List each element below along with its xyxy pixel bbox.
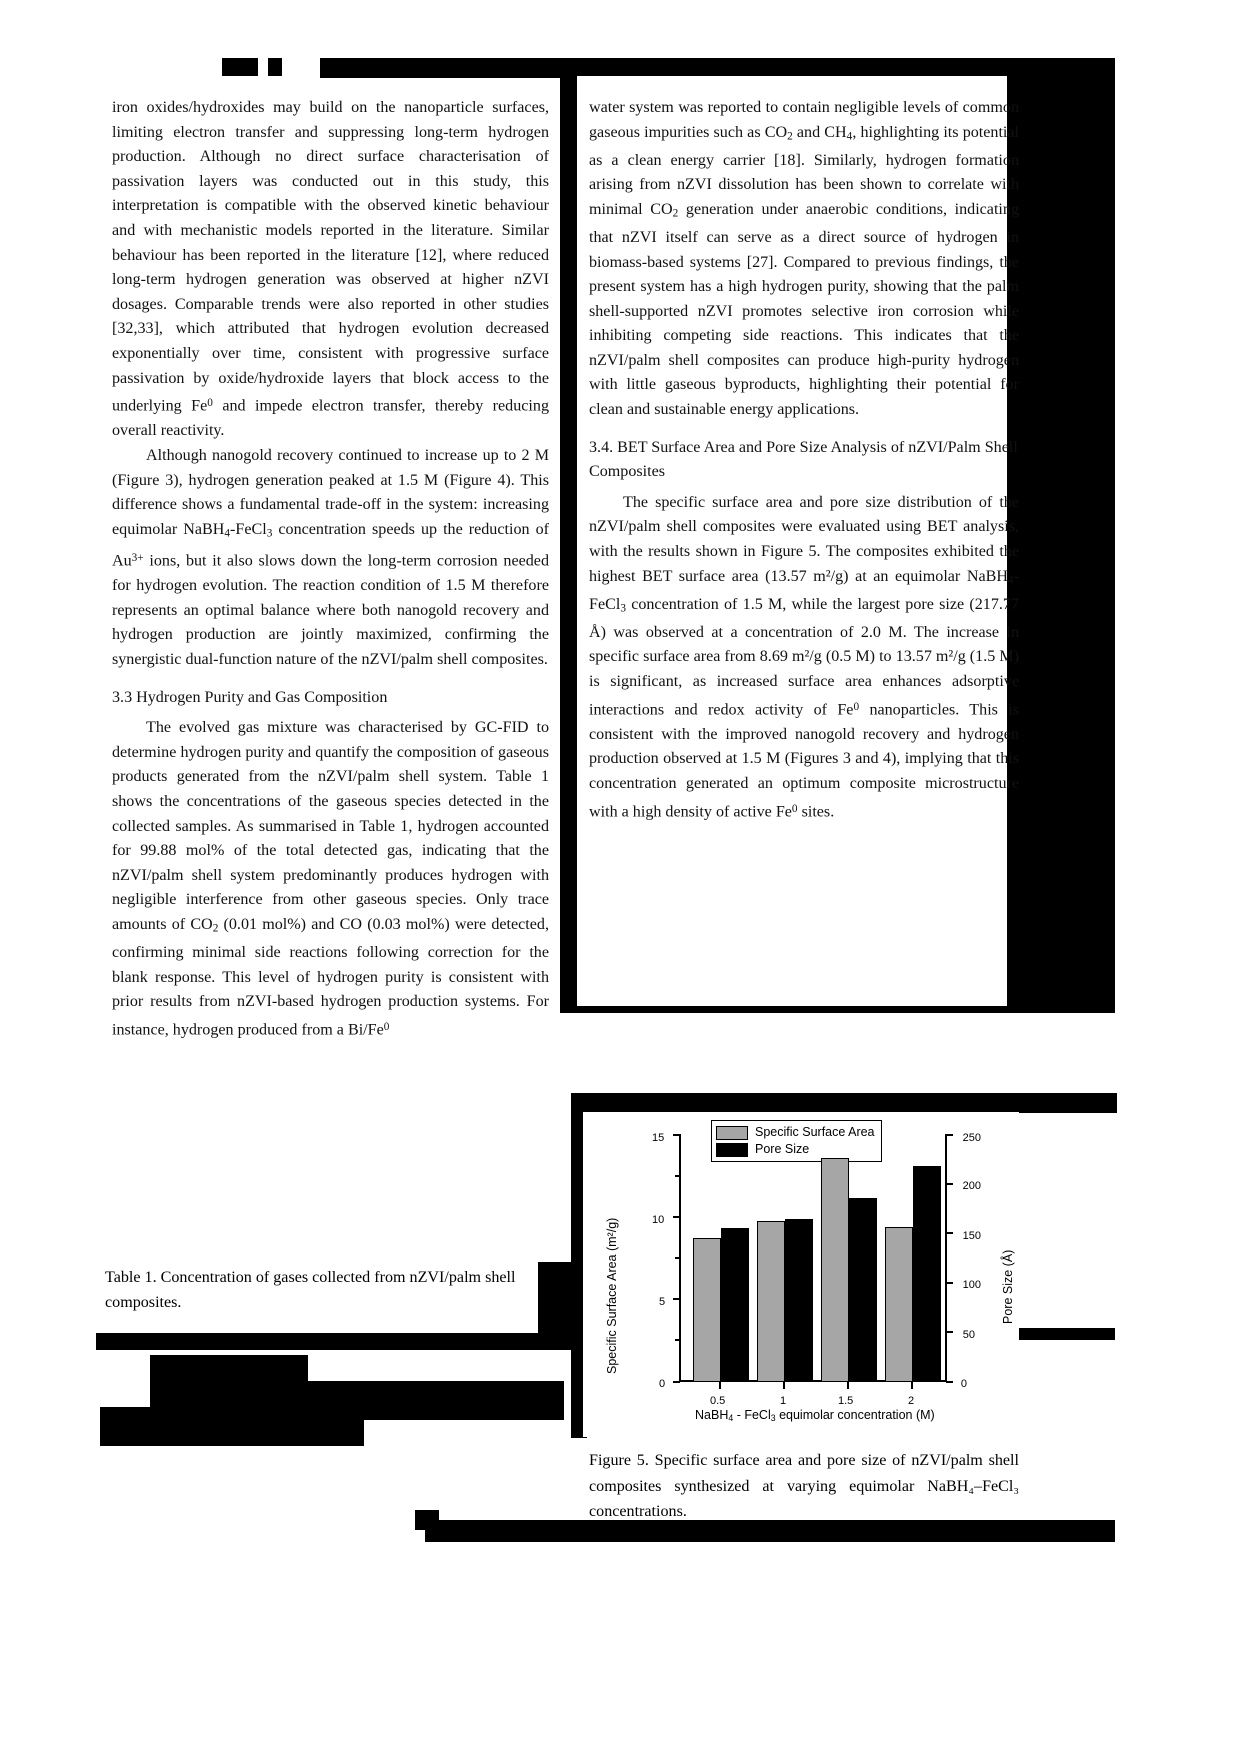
y-tick-left-minor: [675, 1339, 680, 1341]
bar-pore-size: [913, 1166, 941, 1382]
artifact-block: [178, 1381, 564, 1407]
paragraph: The evolved gas mixture was characterised by GC-FID to determine hydrogen purity and quantify the composition of gaseous products generated from the nZVI/palm shell system. Table 1 shows the concentrations of the gaseous species detected in the collected samples. As summarised in Table 1, hydrogen accounted for 99.88 mol% of the total detected gas, indicating that the nZVI/palm shell system predominantly produces hydrogen with negligible interference from other gaseous species. Only trace amounts of $CO_2$ (0.01 mol%) and CO (0.03 mol%) were detected, confirming minimal side reactions following correction for the blank response. This level of hydrogen purity is consistent with prior results from nZVI-based hydrogen production systems. For instance, hydrogen produced from a Bi/Fe$^0$: [112, 719, 549, 1039]
y-tick-left: [673, 1216, 680, 1218]
artifact-block: [222, 58, 258, 76]
y-tick-left-minor: [675, 1175, 680, 1177]
y-tick-right: [946, 1282, 953, 1284]
x-tick: [719, 1382, 721, 1389]
y-axis-right-title: Pore Size (Å): [1001, 1249, 1015, 1324]
paragraph: The specific surface area and pore size distribution of the nZVI/palm shell composites were evaluated using BET analysis, with the results shown in Figure 5. The composites exhibited the highest BET surface area (13.57 m²/g) at an equimolar NaBH$_4$-FeCl$_3$ concentration of 1.5 M, while the largest pore size (217.77 Å) was observed at a concentration of 2.0 M. The increase in specific surface area from 8.69 m²/g (0.5 M) to 13.57 m²/g (1.5 M) is significant, as increased surface area enhances adsorptive interactions and redox activity of Fe$^0$ nanoparticles. This is consistent with the improved nanogold recovery and hydrogen production observed at 1.5 M (Figures 3 and 4), implying that this concentration generated an optimum composite microstructure with a high density of active Fe$^0$ sites.: [589, 493, 1020, 821]
bar-specific-surface-area: [693, 1238, 721, 1382]
right-text-column: [589, 96, 1019, 825]
y-tick-left: [673, 1298, 680, 1300]
paragraph: iron oxides/hydroxides may build on the nanoparticle surfaces, limiting electron transfer and suppressing long-term hydrogen production. Although no direct surface characterisation of passivation layers was conducted out in this study, this interpretation is compatible with the observed kinetic behaviour and with mechanistic models reported in the literature. Similar behaviour has been reported in the literature [12], where reduced long-term hydrogen generation was observed at higher nZVI dosages. Comparable trends were also reported in other studies [32,33], which attributed that hydrogen evolution decreased exponentially over time, consistent with progressive surface passivation by oxide/hydroxide layers that block access to the underlying Fe$^0$ and impede electron transfer, thereby reducing overall reactivity.: [112, 99, 549, 440]
legend-label: Pore Size: [755, 1142, 810, 1156]
figure-caption: Figure 5. Specific surface area and pore size of nZVI/palm shell composites synthesized at varying equimolar NaBH₄–FeCl₃ concentrations.: [589, 1452, 1019, 1520]
y-tick-label-left: 15: [652, 1132, 665, 1144]
bar-pore-size: [785, 1219, 813, 1382]
y-tick-label-right: 250: [962, 1132, 981, 1144]
paragraph: Although nanogold recovery continued to increase up to 2 M (Figure 3), hydrogen generation peaked at 1.5 M (Figure 4). This difference shows a fundamental trade-off in the system: increasing equimolar NaBH$_4$-FeCl$_3$ concentration speeds up the reduction of $Au^{3+}$ ions, but it also slows down the long-term corrosion needed for hydrogen evolution. The reaction condition of 1.5 M therefore represents an optimal balance where both nanogold recovery and hydrogen production are jointly maximized, confirming the synergistic dual-function nature of the nZVI/palm shell composites.: [112, 447, 549, 668]
y-tick-right: [946, 1381, 953, 1383]
x-tick: [783, 1382, 785, 1389]
y-tick-left-minor: [675, 1257, 680, 1259]
y-tick-right: [946, 1134, 953, 1136]
x-axis-title: NaBH$_4$ - FeCl$_3$ equimolar concentration (M): [695, 1408, 935, 1423]
table-caption: Table 1. Concentration of gases collected from nZVI/palm shell composites.: [105, 1269, 516, 1311]
y-axis-left-title: Specific Surface Area (m²/g): [605, 1217, 619, 1374]
artifact-block: [150, 1381, 178, 1407]
y-tick-left: [673, 1381, 680, 1383]
section-heading-3-4: 3.4. BET Surface Area and Pore Size Analysis of nZVI/Palm Shell Composites: [589, 438, 1018, 481]
artifact-block: [96, 1333, 354, 1350]
x-tick-label: 1: [780, 1395, 787, 1407]
x-tick-label: 1.5: [838, 1395, 854, 1407]
artifact-block: [1005, 1328, 1115, 1340]
y-tick-label-right: 50: [962, 1329, 975, 1341]
y-tick-right: [946, 1331, 953, 1333]
y-tick-right: [946, 1232, 953, 1234]
left-text-column: [112, 96, 549, 1043]
y-tick-label-left: 10: [652, 1214, 665, 1226]
x-tick: [911, 1382, 913, 1389]
y-tick-left: [673, 1134, 680, 1136]
artifact-block-figure-frame: [571, 1093, 1117, 1113]
x-tick-label: 2: [908, 1395, 915, 1407]
paragraph: water system was reported to contain negligible levels of common gaseous impurities such as $CO_2$ and $CH_4$, highlighting its potential as a clean energy carrier [18]. Similarly, hydrogen formation arising from nZVI dissolution has been shown to correlate with minimal $CO_2$ generation under anaerobic conditions, indicating that nZVI itself can serve as a direct source of hydrogen in biomass-based systems [27]. Compared to previous findings, the present system has a high hydrogen purity, showing that the palm shell-supported nZVI promotes selective iron corrosion while inhibiting competing side reactions. This indicates that the nZVI/palm shell composites can produce high-purity hydrogen with little gaseous byproducts, highlighting their potential for clean and sustainable energy applications.: [589, 99, 1020, 419]
bar-pore-size: [849, 1198, 877, 1383]
artifact-block: [354, 1333, 586, 1350]
artifact-block: [192, 1407, 564, 1420]
artifact-block: [150, 1355, 268, 1381]
x-tick: [847, 1382, 849, 1389]
y-tick-label-right: 200: [962, 1180, 981, 1192]
artifact-block: [268, 1355, 308, 1381]
y-tick-right: [946, 1183, 953, 1185]
y-tick-label-left: 0: [659, 1378, 666, 1390]
x-tick-label: 0.5: [710, 1395, 726, 1407]
artifact-block: [100, 1420, 200, 1446]
bar-specific-surface-area: [757, 1221, 785, 1382]
y-tick-label-left: 5: [659, 1296, 666, 1308]
y-tick-label-right: 0: [960, 1378, 967, 1390]
y-tick-label-right: 100: [962, 1279, 981, 1291]
figure-5-chart: [583, 1112, 1019, 1437]
bar-pore-size: [721, 1228, 749, 1382]
artifact-column-divider: [560, 76, 577, 1013]
artifact-block: [320, 58, 576, 78]
legend-label: Specific Surface Area: [755, 1125, 875, 1139]
artifact-block: [268, 58, 282, 76]
y-axis-right-line: [945, 1134, 947, 1382]
y-tick-label-right: 150: [962, 1230, 981, 1242]
bar-specific-surface-area: [821, 1158, 849, 1382]
artifact-block: [100, 1407, 192, 1420]
bar-specific-surface-area: [885, 1227, 913, 1382]
artifact-block: [200, 1420, 364, 1446]
section-heading-3-3: 3.3 Hydrogen Purity and Gas Composition: [112, 688, 388, 706]
